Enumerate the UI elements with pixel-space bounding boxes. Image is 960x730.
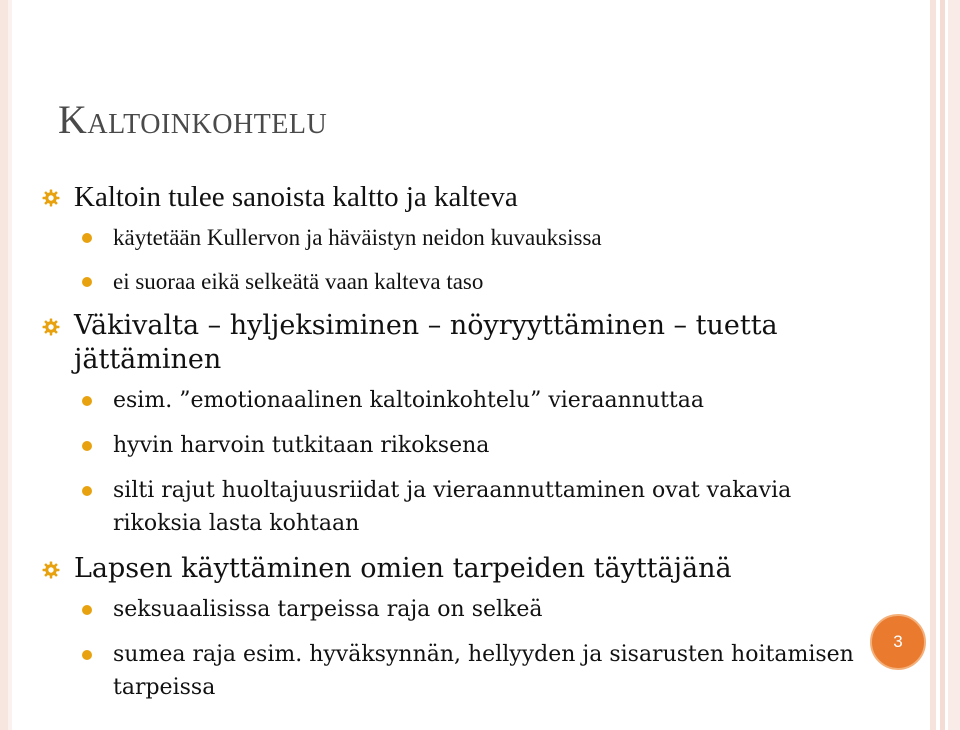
dot-bullet-icon <box>82 605 92 615</box>
page-number-badge: 3 <box>870 614 926 670</box>
right-decor-stripe-outer <box>948 0 960 730</box>
sub-bullet-item <box>40 429 880 462</box>
dot-bullet-icon <box>82 650 92 660</box>
sub-bullet-item <box>40 384 880 417</box>
bullet-item <box>40 552 880 586</box>
gear-bullet-icon <box>42 189 60 207</box>
dot-bullet-icon <box>82 441 92 451</box>
bullet-text: Väkivalta – hyljeksiminen – nöyryyttäminen – tuetta jättäminen <box>74 310 778 375</box>
sub-bullet-item <box>40 221 880 254</box>
bullet-item <box>40 309 880 377</box>
bullet-list <box>40 180 880 716</box>
bullet-text: Kaltoin tulee sanoista kaltto ja kalteva <box>74 181 518 213</box>
left-decor-stripe-inner <box>8 0 12 730</box>
sub-bullet-item <box>40 638 880 704</box>
bullet-text: Lapsen käyttäminen omien tarpeiden täyttäjänä <box>74 553 732 584</box>
dot-bullet-icon <box>82 277 92 287</box>
sub-bullet-text: sumea raja esim. hyväksynnän, hellyyden ja sisarusten hoitamisen tarpeissa <box>113 642 854 700</box>
dot-bullet-icon <box>82 233 92 243</box>
sub-bullet-text: käytetään Kullervon ja häväistyn neidon kuvauksissa <box>113 225 602 250</box>
sub-bullet-item <box>40 593 880 626</box>
right-decor-stripe <box>930 0 936 730</box>
sub-bullet-text: seksuaalisissa tarpeissa raja on selkeä <box>113 597 543 622</box>
sub-bullet-text: esim. ”emotionaalinen kaltoinkohtelu” vieraannuttaa <box>113 388 704 413</box>
gear-bullet-icon <box>42 561 60 579</box>
sub-bullet-text: hyvin harvoin tutkitaan rikoksena <box>113 433 490 458</box>
left-decor-stripe <box>0 0 8 730</box>
sub-bullet-item <box>40 474 880 540</box>
dot-bullet-icon <box>82 396 92 406</box>
dot-bullet-icon <box>82 486 92 496</box>
slide-title: Kaltoinkohtelu <box>58 97 328 142</box>
sub-bullet-text: ei suoraa eikä selkeätä vaan kalteva taso <box>113 269 484 294</box>
sub-bullet-item <box>40 265 880 298</box>
sub-bullet-text: silti rajut huoltajuusriidat ja vieraannuttaminen ovat vakavia rikoksia lasta kohtaan <box>113 478 792 536</box>
gear-bullet-icon <box>42 318 60 336</box>
bullet-item <box>40 180 880 214</box>
right-decor-stripe-middle <box>940 0 945 730</box>
